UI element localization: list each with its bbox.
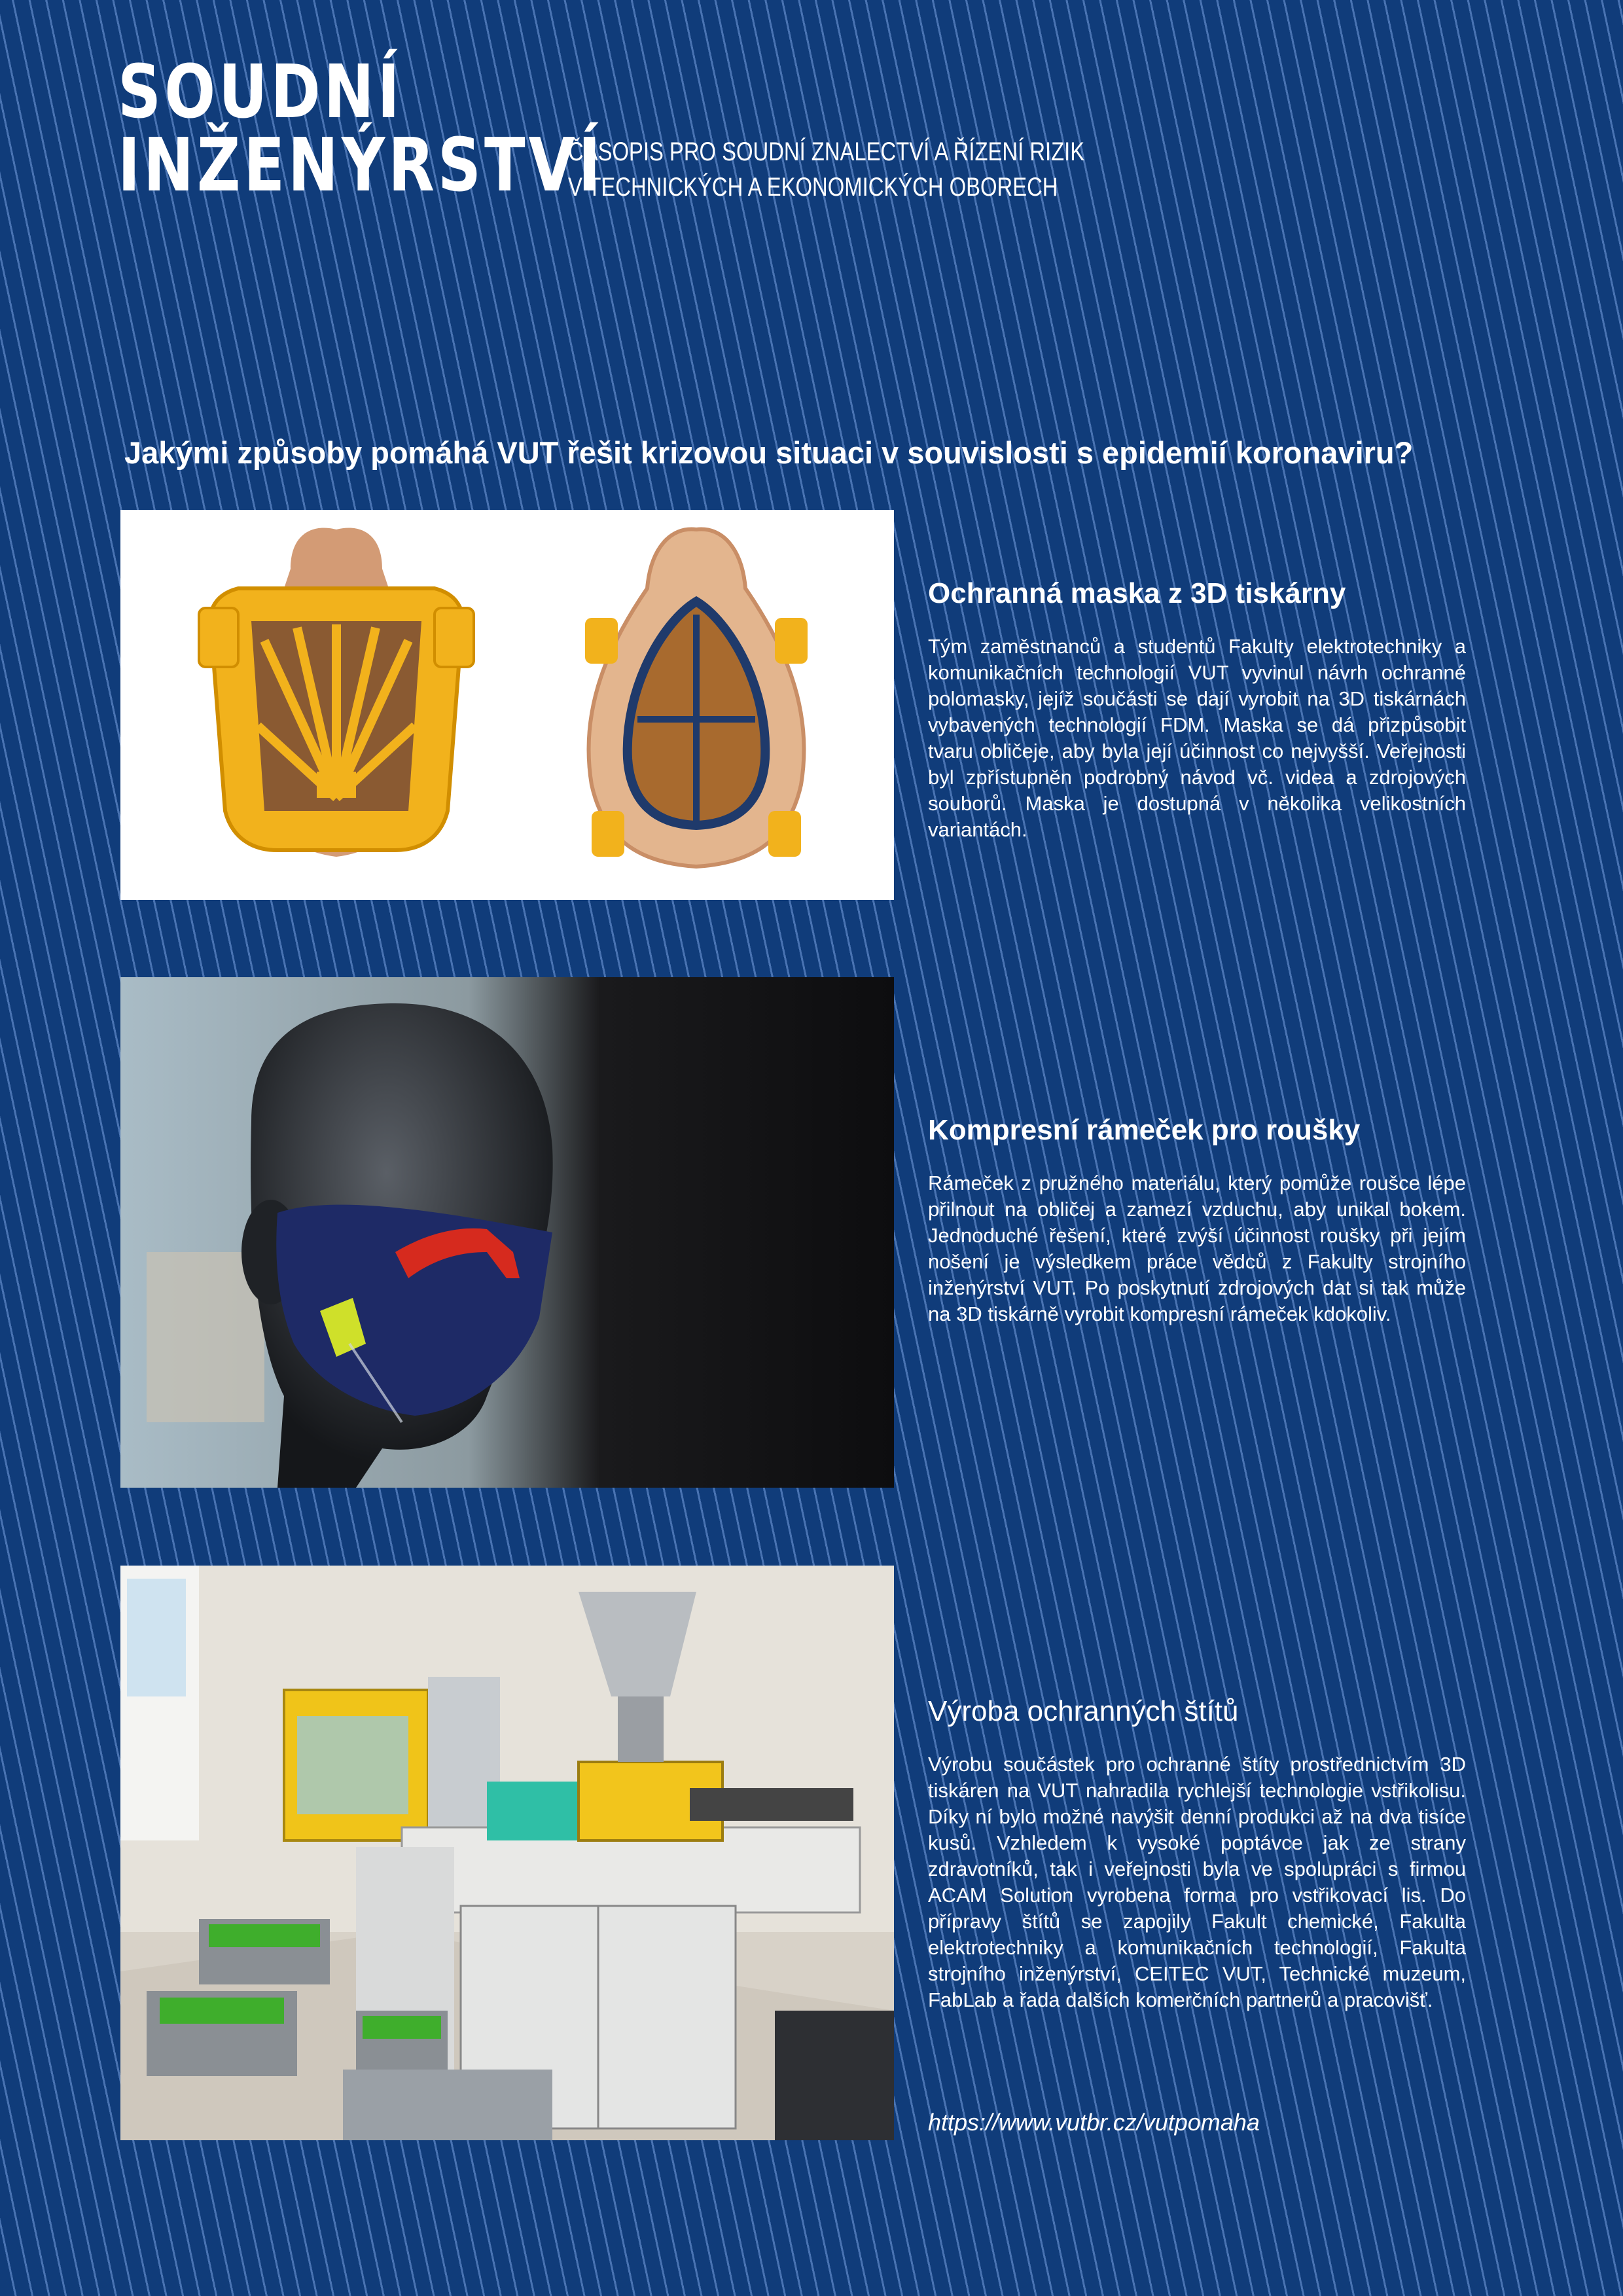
3d-printed-half-mask-photo	[120, 510, 894, 900]
mannequin-with-mask-frame-photo	[120, 977, 894, 1488]
page-headline: Jakými způsoby pomáhá VUT řešit krizovou situaci v souvislosti s epidemií koronaviru?	[124, 435, 1414, 470]
source-url[interactable]: https://www.vutbr.cz/vutpomaha	[928, 2109, 1260, 2136]
journal-tagline	[568, 134, 1157, 205]
section-text: Výrobu součástek pro ochranné štíty prostřednictvím 3D tiskáren na VUT nahradila rychlejší technologie vstřikolisu. Díky ní bylo možné navýšit denní produkci až na dva tisíce kusů. Vzhledem k vysoké poptávce jak ze strany zdravotníků, tak i veřejnosti byla ve spolupráci s firmou ACAM Solution vyrobena forma pro vstřikovací lis. Do přípravy štítů se zapojily Fakult chemické, Fakulta elektrotechniky a komunikačních technologií, Fakulta strojního inženýrství, CEITEC VUT, Technické muzeum, FabLab a řada dalších komerčních partnerů a pracovišť.	[928, 1753, 1466, 2011]
injection-molding-machine-photo	[120, 1566, 894, 2140]
journal-logo	[118, 50, 604, 208]
section-compression-frame	[928, 1113, 1466, 1327]
section-text: Tým zaměstnanců a studentů Fakulty elektrotechniky a komunikačních technologií VUT vyvinul návrh ochranné polomasky, jejíž součásti se dají vyrobit na 3D tiskárnách vybavených technologií FDM. Maska se dá přizpůsobit tvaru obličeje, aby byla její účinnost co nejvyšší. Veřejnosti byl zpřístupněn podrobný návod vč. videa a zdrojových souborů. Maska je dostupná v několika velikostních variantách.	[928, 635, 1466, 841]
tagline-line-2: V TECHNICKÝCH A EKONOMICKÝCH OBORECH	[568, 173, 1058, 202]
section-title: Výroba ochranných štítů	[928, 1695, 1239, 1727]
section-text: Rámeček z pružného materiálu, který pomůže roušce lépe přilnout na obličej a zamezí vzduchu, aby unikal bokem. Jednoduché řešení, které zvýší účinnost roušky při jejím nošení je výsledkem práce vědců z Fakulty strojního inženýrství VUT. Po poskytnutí zdrojových dat si tak může na 3D tiskárně vyrobit kompresní rámeček kdokoliv.	[928, 1172, 1466, 1325]
section-title: Ochranná maska z 3D tiskárny	[928, 577, 1346, 609]
section-face-shields	[928, 1694, 1466, 2013]
logo-line-2: INŽENÝRSTVÍ	[118, 123, 604, 208]
section-3d-mask	[928, 576, 1466, 843]
section-title: Kompresní rámeček pro roušky	[928, 1114, 1361, 1146]
logo-line-1: SOUDNÍ	[118, 50, 403, 135]
tagline-line-1: ČASOPIS PRO SOUDNÍ ZNALECTVÍ A ŘÍZENÍ RIZIK	[568, 137, 1085, 166]
